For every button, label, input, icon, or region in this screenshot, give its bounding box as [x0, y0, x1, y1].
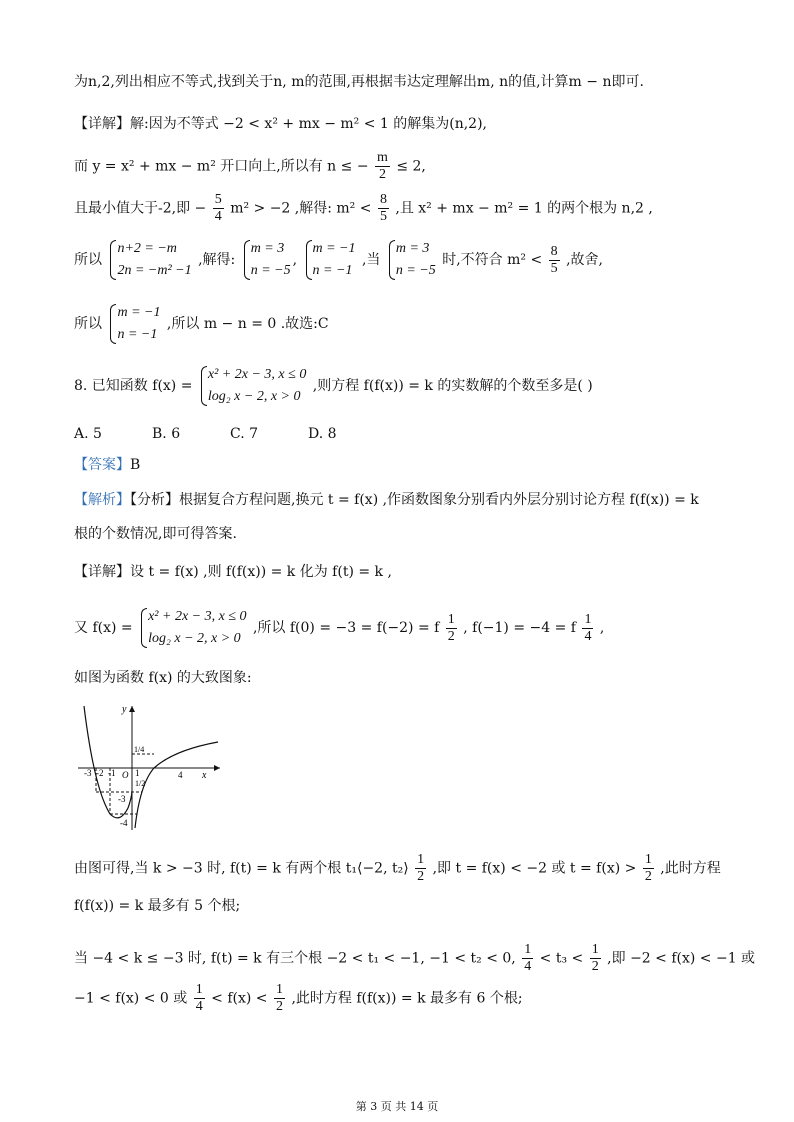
sys-row: 2n = −m² −1 [117, 263, 192, 278]
case-1-text-b: ,即 t = f(x) < −2 或 t = f(x) > [432, 860, 637, 877]
sys-row: log₂ x − 2, x > 0 [148, 631, 241, 646]
comma: , [292, 252, 298, 268]
system-solve-line [74, 238, 603, 282]
frac-den: 2 [644, 869, 652, 884]
fraction-1-over-4 [582, 612, 593, 645]
question-text-a: 8. 已知函数 f(x) = [74, 378, 193, 394]
answer-options [74, 424, 386, 444]
tick-y-neg3: -3 [118, 794, 126, 804]
tick-x-1: 1 [135, 768, 140, 778]
frac-num: 1 [644, 852, 652, 867]
sys-row: n+2 = −m [117, 241, 177, 256]
frac-den: 2 [591, 959, 599, 974]
detail-line [74, 114, 487, 134]
option-a: A. 5 [74, 426, 102, 442]
fraction-1-over-2 [274, 982, 285, 1015]
solution-system-2 [304, 238, 356, 282]
detail-text: 解:因为不等式 −2 < x² + mx − m² < 1 的解集为(n,2), [130, 116, 487, 132]
sys-row: log₂ x − 2, x > 0 [207, 389, 301, 404]
parabola-line [74, 150, 426, 183]
frac-num: 1 [447, 611, 455, 627]
case-2b-text-b: < f(x) < [211, 990, 268, 1007]
solution-system-3 [387, 238, 436, 282]
frac-den: 2 [417, 869, 425, 884]
x-label: x [202, 770, 207, 781]
y-label: y [122, 704, 127, 715]
frac-den: 4 [195, 999, 203, 1014]
frac-num: 1 [591, 942, 599, 957]
sys-row: m = −1 [117, 305, 161, 320]
case-2b-text-c: ,此时方程 f(f(x)) = k 最多有 6 个根; [291, 990, 523, 1007]
frac-num: 1 [417, 852, 425, 867]
discard-text: ,故舍, [566, 252, 604, 268]
final-system [108, 302, 160, 346]
conclusion-line [74, 302, 329, 346]
tick-x-neg2: -2 [96, 768, 104, 778]
option-d: D. 8 [308, 426, 337, 442]
fraction-1-over-4 [522, 942, 533, 975]
graph-caption: 如图为函数 f(x) 的大致图象: [74, 670, 252, 686]
case-2-text-c: ,即 −2 < f(x) < −1 或 [607, 950, 756, 967]
when-text: ,当 [361, 252, 381, 268]
frac-den: 2 [378, 167, 386, 182]
frac-den: 5 [379, 209, 387, 224]
frac-num: 5 [214, 192, 222, 207]
frac-num: 8 [550, 243, 558, 259]
page-footer: 第 3 页 共 14 页 [355, 1100, 439, 1113]
case-1-text-c: ,此时方程 [660, 860, 721, 877]
analysis-tag: 【解析】 [74, 492, 130, 508]
min-text-c: ,且 x² + mx − m² = 1 的两个根为 n,2 , [395, 200, 653, 217]
fraction-5-over-4 [213, 192, 224, 225]
case-2-line [74, 942, 755, 975]
case-1-line [74, 852, 721, 885]
function-values-line [74, 606, 604, 650]
frac-den: 5 [550, 260, 558, 276]
so-text: 所以 [74, 316, 102, 332]
again-text-a: 又 f(x) = [74, 620, 133, 636]
frac-den: 4 [584, 628, 592, 644]
frac-num: m [377, 150, 388, 165]
case-1-text-a: 由图可得,当 k > −3 时, f(t) = k 有两个根 t₁⟨−2, t₂⟩ [74, 860, 409, 877]
min-value-line [74, 192, 653, 225]
so-text: 所以 [74, 252, 102, 268]
answer-tag: 【答案】 [74, 457, 130, 473]
answer-text: ,所以 m − n = 0 .故选:C [166, 316, 329, 332]
reject-text: 时,不符合 m² < [442, 252, 543, 268]
x-axis-arrow [214, 765, 220, 771]
fraction-1-over-4 [194, 982, 205, 1015]
min-text-a: 且最小值大于-2,即 − [74, 200, 207, 217]
sys-row: n = −5 [250, 263, 291, 278]
answer-line [74, 455, 140, 475]
analysis-line-2: 根的个数情况,即可得答案. [74, 526, 237, 542]
again-text-b: ,所以 f(0) = −3 = f(−2) = f [252, 620, 440, 636]
solution-detail-line [74, 562, 392, 582]
frac-num: 1 [524, 942, 532, 957]
question-8 [74, 364, 593, 408]
solution-system-1 [242, 238, 291, 282]
again-text-d: , [599, 620, 605, 636]
fraction-1-over-2 [415, 852, 426, 885]
answer-value: B [130, 457, 141, 473]
detail-tag: 【详解】 [74, 116, 130, 132]
frac-den: 4 [524, 959, 532, 974]
question-text-b: ,则方程 f(f(x)) = k 的实数解的个数至多是( ) [312, 378, 593, 394]
fraction-1-over-2 [446, 612, 457, 645]
fraction-8-over-5 [549, 244, 560, 277]
case-2b-text-a: −1 < f(x) < 0 或 [74, 990, 188, 1007]
sys-row: m = 3 [395, 241, 430, 256]
tick-x-neg1: -1 [108, 768, 116, 778]
analysis-text: 【分析】根据复合方程问题,换元 t = f(x) ,作函数图象分别看内外层分别讨论方程 f(f(x)) = k [130, 492, 699, 508]
case-1-conclusion: f(f(x)) = k 最多有 5 个根; [74, 898, 241, 914]
fraction-m-over-2 [375, 150, 390, 183]
text-line-1: 为n,2,列出相应不等式,找到关于n, m的范围,再根据韦达定理解出m, n的值,计算m − n即可. [74, 74, 644, 90]
frac-num: 1 [195, 982, 203, 997]
analysis-line [74, 490, 699, 510]
origin-label: O [122, 770, 129, 780]
option-b: B. 6 [152, 426, 181, 442]
parabola-text-b: ≤ 2, [396, 158, 426, 175]
sys-row: n = −1 [117, 327, 158, 342]
tick-x-half: 1/2 [135, 779, 146, 788]
case-2-line-2 [74, 982, 523, 1015]
y-axis-arrow [129, 706, 135, 712]
piecewise-function-repeat [139, 606, 246, 650]
fraction-8-over-5 [378, 192, 389, 225]
log-curve [135, 742, 218, 828]
frac-num: 1 [584, 611, 592, 627]
frac-num: 1 [276, 982, 283, 997]
tick-y-quarter: 1/4 [134, 745, 145, 754]
tick-y-neg4: -4 [120, 818, 128, 828]
equation-system-1 [108, 238, 191, 282]
function-graph [74, 702, 224, 832]
detail-tag: 【详解】 [74, 564, 130, 580]
min-text-b: m² > −2 ,解得: m² < [230, 200, 372, 217]
frac-den: 2 [447, 628, 455, 644]
case-2-text-b: < t₃ < [539, 950, 584, 967]
sys-row: m = 3 [250, 241, 285, 256]
parabola-text-a: 而 y = x² + mx − m² 开口向上,所以有 n ≤ − [74, 158, 369, 175]
frac-num: 8 [379, 192, 387, 207]
tick-x-neg3: -3 [84, 768, 92, 778]
frac-den: 4 [214, 209, 222, 224]
fraction-1-over-2 [590, 942, 601, 975]
detail-text: 设 t = f(x) ,则 f(f(x)) = k 化为 f(t) = k , [130, 564, 392, 580]
sys-row: x² + 2x − 3, x ≤ 0 [207, 367, 307, 382]
sys-row: n = −5 [395, 263, 436, 278]
tick-x-4: 4 [178, 770, 183, 780]
sys-row: m = −1 [312, 241, 356, 256]
frac-den: 2 [276, 999, 283, 1014]
sys-row: x² + 2x − 3, x ≤ 0 [148, 609, 247, 624]
option-c: C. 7 [230, 426, 259, 442]
sys-row: n = −1 [312, 263, 353, 278]
case-2-text-a: 当 −4 < k ≤ −3 时, f(t) = k 有三个根 −2 < t₁ < −1, −1 < t₂ < 0, [74, 950, 516, 967]
piecewise-function [199, 364, 306, 408]
fraction-1-over-2 [643, 852, 654, 885]
again-text-c: , f(−1) = −4 = f [463, 620, 576, 636]
solve-text: ,解得: [198, 252, 236, 268]
